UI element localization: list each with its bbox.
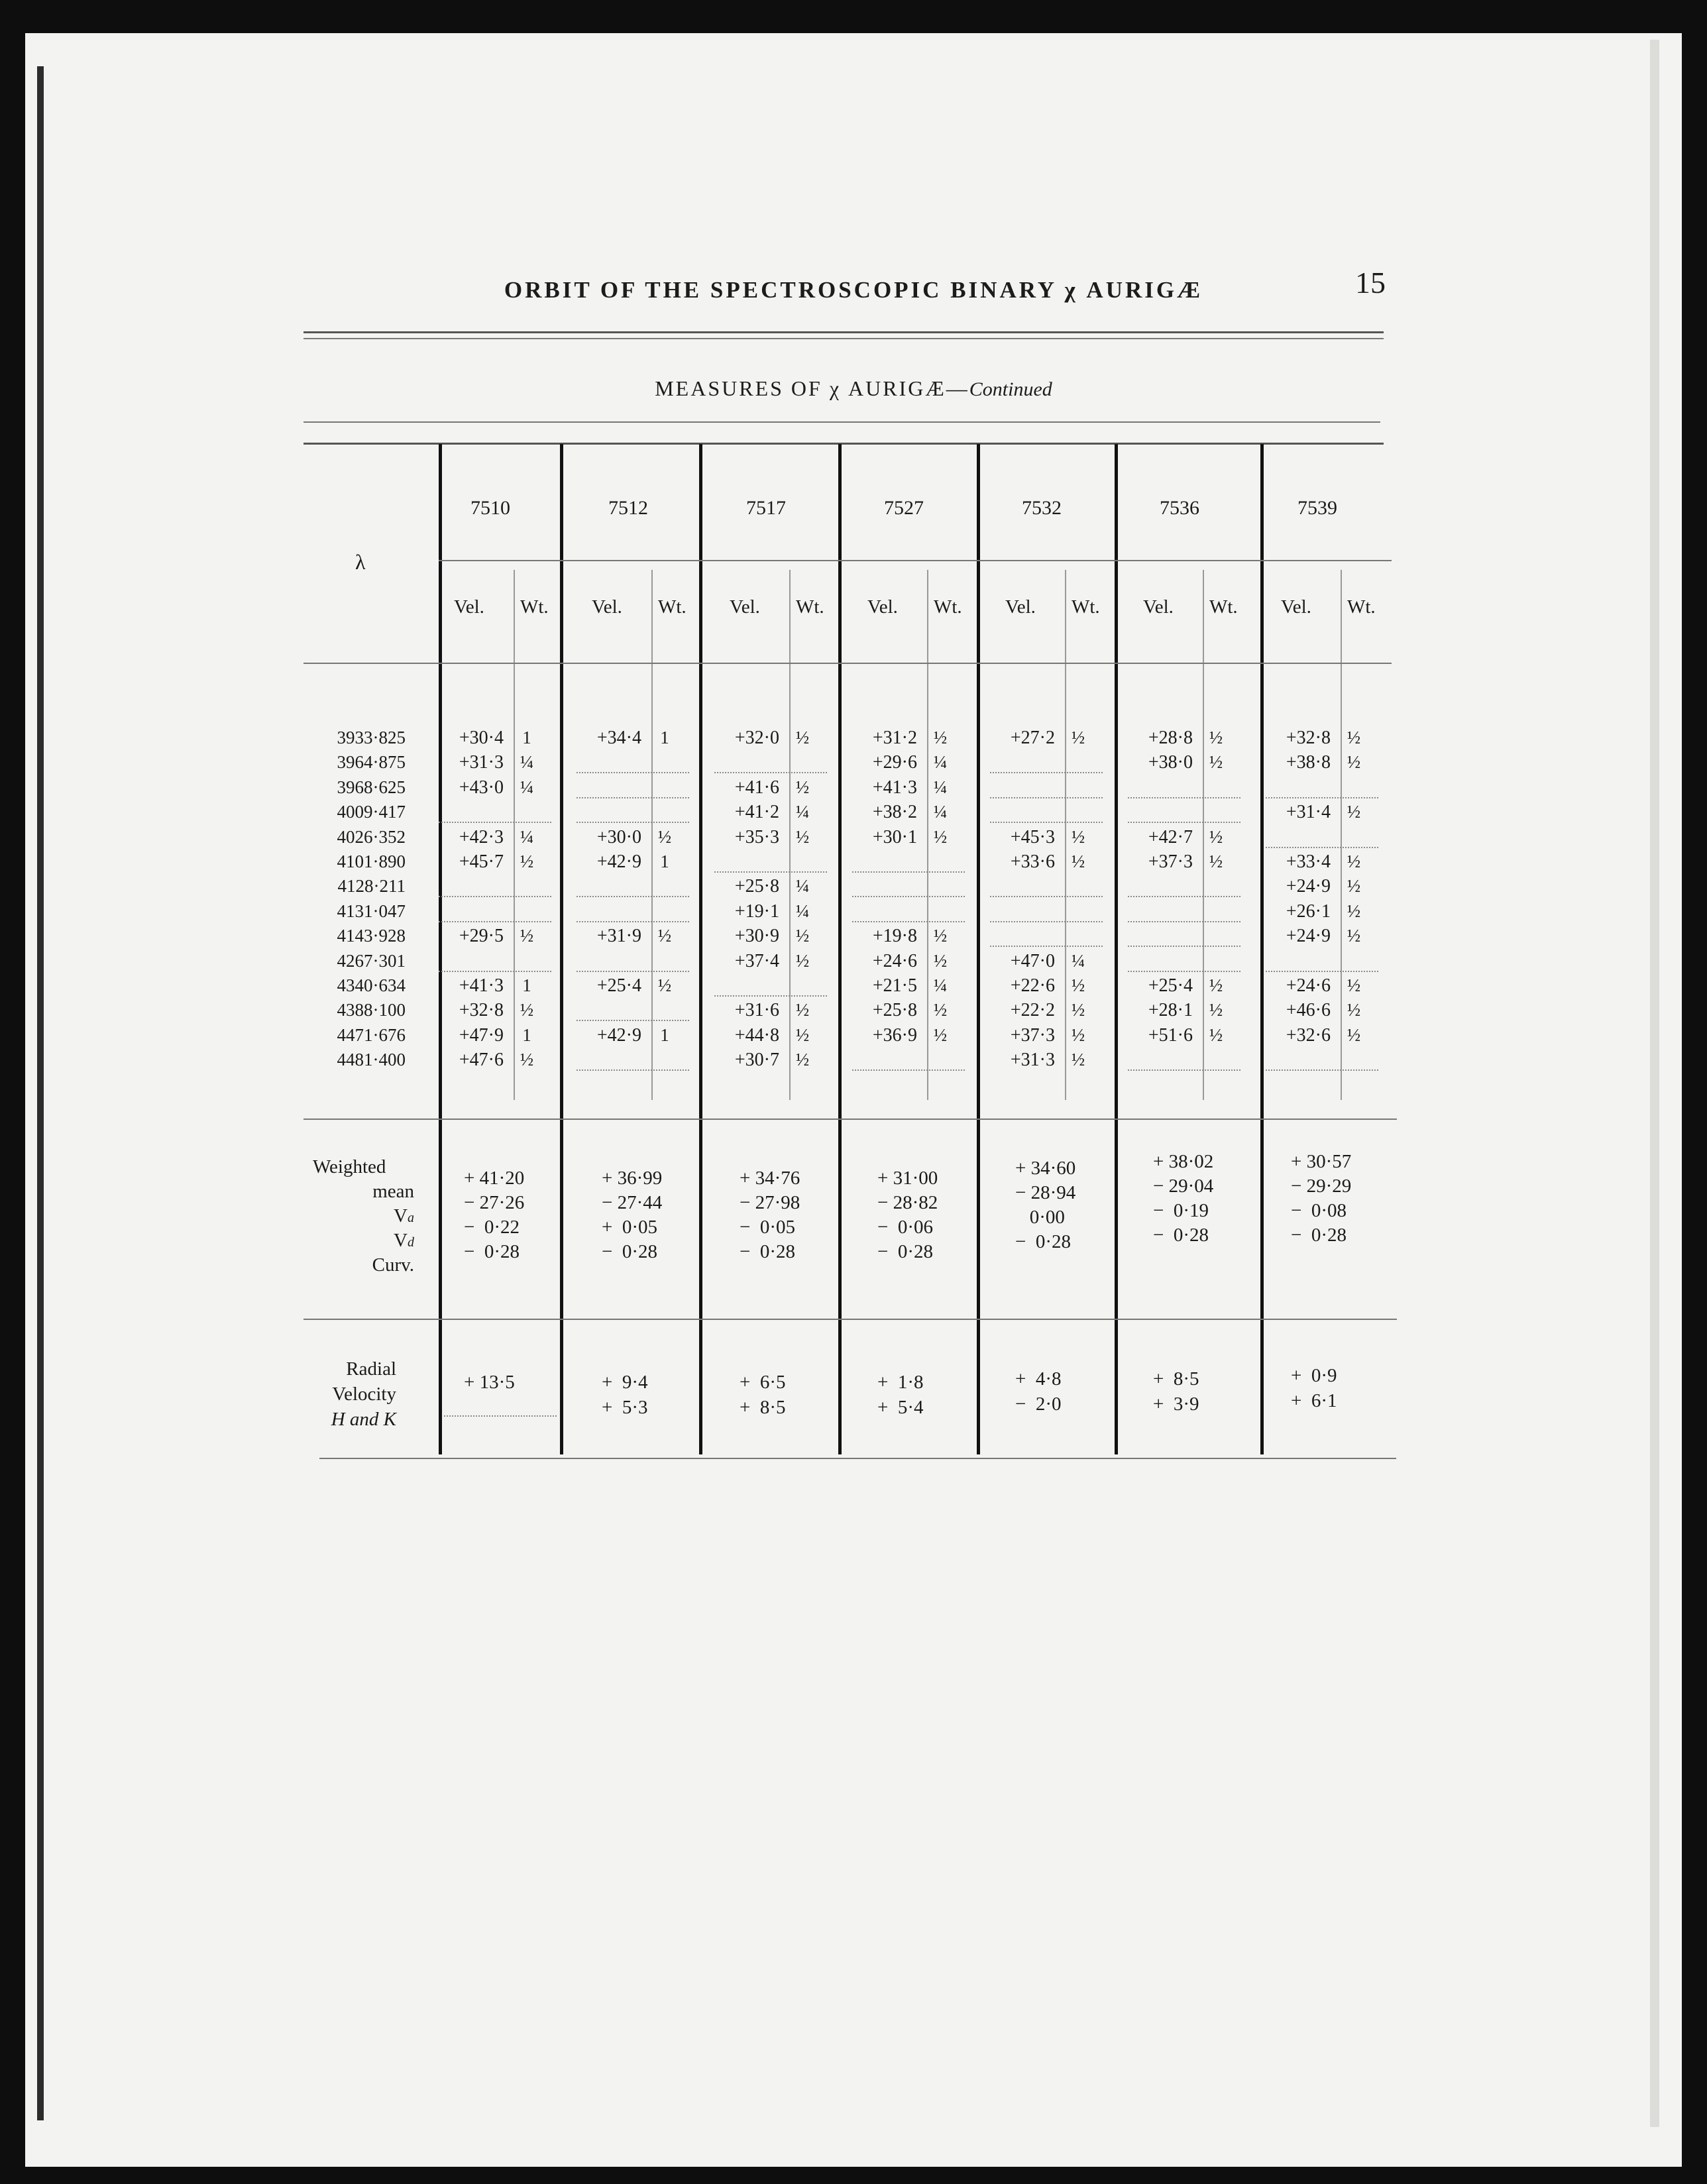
empty-cell-leader — [1266, 797, 1378, 798]
velocity-value: +41·3 — [459, 975, 504, 996]
vel-header: Vel. — [454, 596, 484, 618]
wavelength-label: 3933·825 — [337, 728, 406, 747]
page-number: 15 — [1355, 266, 1386, 300]
velocity-value: +19·1 — [734, 901, 779, 922]
empty-cell-leader — [444, 1415, 557, 1417]
velocity-value: +24·9 — [1286, 876, 1331, 897]
empty-cell-leader — [990, 822, 1103, 823]
head-rule-top — [303, 331, 1384, 333]
empty-cell-leader — [990, 921, 1103, 922]
weight-value: ½ — [933, 826, 948, 847]
empty-cell-leader — [1266, 971, 1378, 972]
empty-cell-leader — [1266, 847, 1378, 848]
summary-value: − 28·94 — [1015, 1182, 1076, 1203]
velocity-value: +32·6 — [1286, 1024, 1331, 1046]
velocity-value: +25·8 — [872, 1000, 917, 1021]
weight-value: ½ — [933, 728, 948, 747]
summary-bottom-rule — [303, 1319, 1397, 1320]
weight-value: ½ — [1347, 901, 1361, 921]
radial-value: + 8·5 — [1153, 1368, 1199, 1390]
table-title-main: MEASURES OF χ AURIGÆ— — [655, 376, 969, 400]
summary-value: − 29·29 — [1291, 1175, 1352, 1197]
summary-label-va: Va — [394, 1205, 414, 1227]
summary-value: − 0·28 — [602, 1241, 658, 1262]
velocity-value: +31·3 — [1010, 1050, 1055, 1071]
plate-number: 7532 — [1022, 497, 1062, 519]
weight-value: ½ — [1209, 1024, 1223, 1045]
vel-header: Vel. — [1281, 596, 1311, 618]
wt-header: Wt. — [1347, 596, 1376, 618]
velocity-value: +29·5 — [459, 926, 504, 947]
velocity-value: +19·8 — [872, 926, 917, 947]
velocity-value: +27·2 — [1010, 728, 1055, 748]
table-title — [0, 376, 1707, 401]
velocity-value: +30·0 — [596, 826, 641, 847]
weight-value: ½ — [795, 777, 810, 797]
velocity-value: +21·5 — [872, 975, 917, 996]
weight-value: ¼ — [795, 901, 810, 921]
velocity-value: +33·6 — [1010, 851, 1055, 872]
summary-value: + 36·99 — [602, 1168, 663, 1189]
weight-value: ½ — [657, 826, 672, 847]
wavelength-label: 4471·676 — [337, 1024, 406, 1045]
empty-cell-leader — [439, 971, 551, 972]
wavelength-label: 4340·634 — [337, 975, 406, 995]
lambda-header: λ — [355, 550, 366, 574]
velocity-value: +36·9 — [872, 1024, 917, 1046]
weight-value: ½ — [657, 926, 672, 946]
velocity-value: +38·0 — [1148, 752, 1193, 773]
radial-label: Velocity — [332, 1384, 396, 1405]
empty-cell-leader — [1128, 921, 1240, 922]
empty-cell-leader — [577, 971, 689, 972]
vel-header: Vel. — [730, 596, 760, 618]
velocity-value: +37·3 — [1148, 851, 1193, 872]
table-bottom-rule — [319, 1458, 1396, 1459]
velocity-value: +29·6 — [872, 752, 917, 773]
plate-number: 7517 — [746, 497, 786, 519]
empty-cell-leader — [990, 772, 1103, 773]
velocity-value: +31·2 — [872, 728, 917, 748]
radial-value: + 0·9 — [1291, 1365, 1337, 1386]
weight-value: ½ — [1209, 1000, 1223, 1020]
velocity-value: +45·3 — [1010, 826, 1055, 847]
weight-value: ½ — [1347, 752, 1361, 773]
weight-value: ½ — [1071, 826, 1085, 847]
weight-value: ½ — [795, 1000, 810, 1020]
summary-value: + 41·20 — [464, 1168, 525, 1189]
velocity-value: +31·9 — [596, 926, 641, 947]
velocity-value: +22·2 — [1010, 1000, 1055, 1021]
summary-value: − 27·98 — [740, 1192, 800, 1213]
empty-cell-leader — [852, 871, 965, 873]
weight-value: ½ — [1347, 802, 1361, 822]
vel-header: Vel. — [1005, 596, 1036, 618]
weight-value: ½ — [1209, 851, 1223, 871]
head-rule-bottom — [303, 338, 1384, 339]
radial-value: + 9·4 — [602, 1372, 648, 1393]
radial-value: − 2·0 — [1015, 1393, 1062, 1415]
velocity-value: +47·6 — [459, 1050, 504, 1071]
weight-value: ½ — [1347, 851, 1361, 871]
measures-bottom-rule — [303, 1119, 1397, 1120]
wt-header: Wt. — [658, 596, 687, 618]
summary-value: − 0·28 — [1291, 1225, 1347, 1246]
wt-header: Wt. — [934, 596, 962, 618]
weight-value: 1 — [660, 851, 669, 871]
empty-cell-leader — [714, 871, 827, 873]
summary-value: − 0·05 — [740, 1217, 796, 1238]
summary-value: − 0·08 — [1291, 1200, 1347, 1221]
empty-cell-leader — [439, 921, 551, 922]
wavelength-label: 4267·301 — [337, 950, 406, 971]
weight-value: 1 — [660, 1024, 669, 1045]
radial-label: H and K — [331, 1409, 396, 1430]
weight-value: ½ — [933, 926, 948, 946]
radial-value: + 13·5 — [464, 1372, 515, 1393]
weight-value: ½ — [520, 1050, 534, 1070]
velocity-value: +47·9 — [459, 1024, 504, 1046]
weight-value: 1 — [522, 728, 531, 747]
vel-wt-divider — [1203, 570, 1204, 1100]
plate-number: 7510 — [470, 497, 510, 519]
empty-cell-leader — [577, 896, 689, 897]
summary-value: + 31·00 — [877, 1168, 938, 1189]
weight-value: ½ — [1209, 728, 1223, 747]
table-top-rule-2 — [303, 443, 1384, 445]
wavelength-label: 3968·625 — [337, 777, 406, 797]
weight-value: ½ — [795, 728, 810, 747]
velocity-value: +30·4 — [459, 728, 504, 748]
header-bottom-rule — [303, 663, 1392, 664]
wavelength-label: 4143·928 — [337, 926, 406, 946]
summary-label-mean: mean — [372, 1181, 414, 1202]
weight-value: ½ — [1071, 975, 1085, 995]
summary-value: + 38·02 — [1153, 1151, 1214, 1172]
vel-header: Vel. — [1143, 596, 1174, 618]
wt-header: Wt. — [1072, 596, 1100, 618]
empty-cell-leader — [1128, 797, 1240, 798]
velocity-value: +51·6 — [1148, 1024, 1193, 1046]
empty-cell-leader — [577, 772, 689, 773]
radial-value: + 6·1 — [1291, 1390, 1337, 1411]
velocity-value: +47·0 — [1010, 950, 1055, 971]
wavelength-label: 3964·875 — [337, 752, 406, 773]
summary-value: 0·00 — [1015, 1207, 1065, 1228]
velocity-value: +41·3 — [872, 777, 917, 798]
radial-value: + 1·8 — [877, 1372, 924, 1393]
weight-value: ½ — [1071, 728, 1085, 747]
empty-cell-leader — [577, 1069, 689, 1071]
radial-value: + 4·8 — [1015, 1368, 1062, 1390]
weight-value: ¼ — [933, 975, 948, 995]
velocity-value: +30·1 — [872, 826, 917, 847]
weight-value: ½ — [1071, 1024, 1085, 1045]
weight-value: ¼ — [795, 876, 810, 897]
plate-number: 7536 — [1160, 497, 1199, 519]
summary-value: − 0·22 — [464, 1217, 520, 1238]
velocity-value: +42·9 — [596, 1024, 641, 1046]
velocity-value: +45·7 — [459, 851, 504, 872]
wavelength-label: 4026·352 — [337, 826, 406, 847]
running-head: ORBIT OF THE SPECTROSCOPIC BINARY χ AURIGÆ — [504, 277, 1203, 303]
empty-cell-leader — [1128, 971, 1240, 972]
velocity-value: +32·8 — [459, 1000, 504, 1021]
plate-number: 7527 — [884, 497, 924, 519]
weight-value: ½ — [1071, 1000, 1085, 1020]
vel-wt-divider — [1065, 570, 1066, 1100]
weight-value: ½ — [520, 926, 534, 946]
weight-value: ½ — [1071, 851, 1085, 871]
column-divider — [977, 444, 980, 1454]
vel-wt-divider — [789, 570, 791, 1100]
summary-value: − 0·28 — [740, 1241, 796, 1262]
empty-cell-leader — [714, 772, 827, 773]
summary-value: + 30·57 — [1291, 1151, 1352, 1172]
velocity-value: +33·4 — [1286, 851, 1331, 872]
weight-value: ½ — [1347, 728, 1361, 747]
weight-value: ½ — [1347, 876, 1361, 897]
column-divider — [1260, 444, 1264, 1454]
radial-value: + 5·3 — [602, 1397, 648, 1418]
radial-value: + 6·5 — [740, 1372, 786, 1393]
page-edge — [1650, 40, 1659, 2127]
summary-value: − 0·06 — [877, 1217, 934, 1238]
velocity-value: +32·8 — [1286, 728, 1331, 748]
weight-value: 1 — [522, 975, 531, 995]
weight-value: ½ — [795, 926, 810, 946]
weight-value: ½ — [1209, 826, 1223, 847]
wavelength-label: 4481·400 — [337, 1050, 406, 1070]
wt-header: Wt. — [1209, 596, 1238, 618]
empty-cell-leader — [439, 896, 551, 897]
weight-value: ½ — [1071, 1050, 1085, 1070]
vel-header: Vel. — [867, 596, 898, 618]
vel-header: Vel. — [592, 596, 622, 618]
summary-value: − 0·19 — [1153, 1200, 1209, 1221]
summary-label-vd: Vd — [394, 1230, 414, 1251]
radial-value: + 5·4 — [877, 1397, 924, 1418]
empty-cell-leader — [990, 797, 1103, 798]
weight-value: ½ — [657, 975, 672, 995]
velocity-value: +31·4 — [1286, 802, 1331, 823]
velocity-value: +24·6 — [872, 950, 917, 971]
wavelength-label: 4388·100 — [337, 1000, 406, 1020]
empty-cell-leader — [1128, 822, 1240, 823]
velocity-value: +42·7 — [1148, 826, 1193, 847]
summary-value: − 0·28 — [1015, 1231, 1072, 1252]
summary-value: − 28·82 — [877, 1192, 938, 1213]
weight-value: ½ — [520, 1000, 534, 1020]
summary-value: − 27·26 — [464, 1192, 525, 1213]
summary-value: − 0·28 — [877, 1241, 934, 1262]
velocity-value: +41·6 — [734, 777, 779, 798]
empty-cell-leader — [990, 946, 1103, 947]
weight-value: ½ — [1347, 1000, 1361, 1020]
table-top-rule-1 — [303, 421, 1380, 423]
summary-value: − 29·04 — [1153, 1175, 1214, 1197]
weight-value: ½ — [520, 851, 534, 871]
velocity-value: +31·3 — [459, 752, 504, 773]
weight-value: ¼ — [933, 777, 948, 797]
velocity-value: +44·8 — [734, 1024, 779, 1046]
velocity-value: +32·0 — [734, 728, 779, 748]
velocity-value: +25·8 — [734, 876, 779, 897]
empty-cell-leader — [990, 896, 1103, 897]
velocity-value: +46·6 — [1286, 1000, 1331, 1021]
plate-number: 7539 — [1297, 497, 1337, 519]
weight-value: ½ — [933, 950, 948, 971]
weight-value: ¼ — [520, 826, 534, 847]
column-divider — [439, 444, 442, 1454]
velocity-value: +35·3 — [734, 826, 779, 847]
column-divider — [1115, 444, 1118, 1454]
empty-cell-leader — [1128, 946, 1240, 947]
weight-value: ¼ — [520, 752, 534, 773]
radial-label: Radial — [346, 1358, 396, 1380]
column-divider — [699, 444, 702, 1454]
empty-cell-leader — [1266, 1069, 1378, 1071]
empty-cell-leader — [852, 921, 965, 922]
velocity-value: +43·0 — [459, 777, 504, 798]
summary-value: + 0·05 — [602, 1217, 658, 1238]
velocity-value: +42·9 — [596, 851, 641, 872]
summary-value: + 34·76 — [740, 1168, 800, 1189]
weight-value: 1 — [660, 728, 669, 747]
wavelength-label: 4009·417 — [337, 802, 406, 822]
radial-value: + 8·5 — [740, 1397, 786, 1418]
velocity-value: +42·3 — [459, 826, 504, 847]
empty-cell-leader — [577, 797, 689, 798]
weight-value: ½ — [795, 826, 810, 847]
weight-value: ½ — [933, 1000, 948, 1020]
velocity-value: +41·2 — [734, 802, 779, 823]
weight-value: ½ — [1209, 975, 1223, 995]
weight-value: 1 — [522, 1024, 531, 1045]
weight-value: ½ — [1347, 1024, 1361, 1045]
velocity-value: +25·4 — [596, 975, 641, 996]
column-divider — [838, 444, 842, 1454]
velocity-value: +28·1 — [1148, 1000, 1193, 1021]
velocity-value: +37·3 — [1010, 1024, 1055, 1046]
subheader-rule — [439, 560, 1392, 561]
velocity-value: +25·4 — [1148, 975, 1193, 996]
book-page — [25, 33, 1682, 2167]
wavelength-label: 4131·047 — [337, 901, 406, 921]
weight-value: ¼ — [1071, 950, 1085, 971]
weight-value: ½ — [933, 1024, 948, 1045]
empty-cell-leader — [577, 822, 689, 823]
empty-cell-leader — [852, 1069, 965, 1071]
vel-wt-divider — [927, 570, 928, 1100]
weight-value: ¼ — [933, 802, 948, 822]
wavelength-label: 4101·890 — [337, 851, 406, 871]
weight-value: ½ — [1347, 926, 1361, 946]
empty-cell-leader — [577, 921, 689, 922]
empty-cell-leader — [439, 822, 551, 823]
wt-header: Wt. — [796, 596, 824, 618]
velocity-value: +30·7 — [734, 1050, 779, 1071]
velocity-value: +37·4 — [734, 950, 779, 971]
weight-value: ½ — [795, 1024, 810, 1045]
wavelength-label: 4128·211 — [337, 876, 406, 897]
empty-cell-leader — [577, 1020, 689, 1021]
weight-value: ½ — [795, 1050, 810, 1070]
vel-wt-divider — [514, 570, 515, 1100]
summary-label-curv: Curv. — [372, 1254, 414, 1276]
weight-value: ½ — [1347, 975, 1361, 995]
velocity-value: +28·8 — [1148, 728, 1193, 748]
wt-header: Wt. — [520, 596, 549, 618]
summary-value: − 0·28 — [1153, 1225, 1209, 1246]
weight-value: ¼ — [520, 777, 534, 797]
table-title-continued: Continued — [969, 378, 1052, 400]
empty-cell-leader — [714, 995, 827, 997]
velocity-value: +38·8 — [1286, 752, 1331, 773]
empty-cell-leader — [1128, 896, 1240, 897]
velocity-value: +31·6 — [734, 1000, 779, 1021]
velocity-value: +38·2 — [872, 802, 917, 823]
velocity-value: +26·1 — [1286, 901, 1331, 922]
book-spine — [37, 66, 44, 2120]
empty-cell-leader — [852, 896, 965, 897]
summary-value: − 27·44 — [602, 1192, 663, 1213]
empty-cell-leader — [1128, 1069, 1240, 1071]
summary-value: + 34·60 — [1015, 1158, 1076, 1179]
weight-value: ½ — [795, 950, 810, 971]
radial-value: + 3·9 — [1153, 1393, 1199, 1415]
column-divider — [560, 444, 563, 1454]
weight-value: ½ — [1209, 752, 1223, 773]
summary-value: − 0·28 — [464, 1241, 520, 1262]
velocity-value: +22·6 — [1010, 975, 1055, 996]
weight-value: ¼ — [933, 752, 948, 773]
weight-value: ¼ — [795, 802, 810, 822]
plate-number: 7512 — [608, 497, 648, 519]
velocity-value: +30·9 — [734, 926, 779, 947]
vel-wt-divider — [1341, 570, 1342, 1100]
velocity-value: +24·9 — [1286, 926, 1331, 947]
velocity-value: +24·6 — [1286, 975, 1331, 996]
velocity-value: +34·4 — [596, 728, 641, 748]
summary-label-weighted: Weighted — [313, 1156, 386, 1177]
